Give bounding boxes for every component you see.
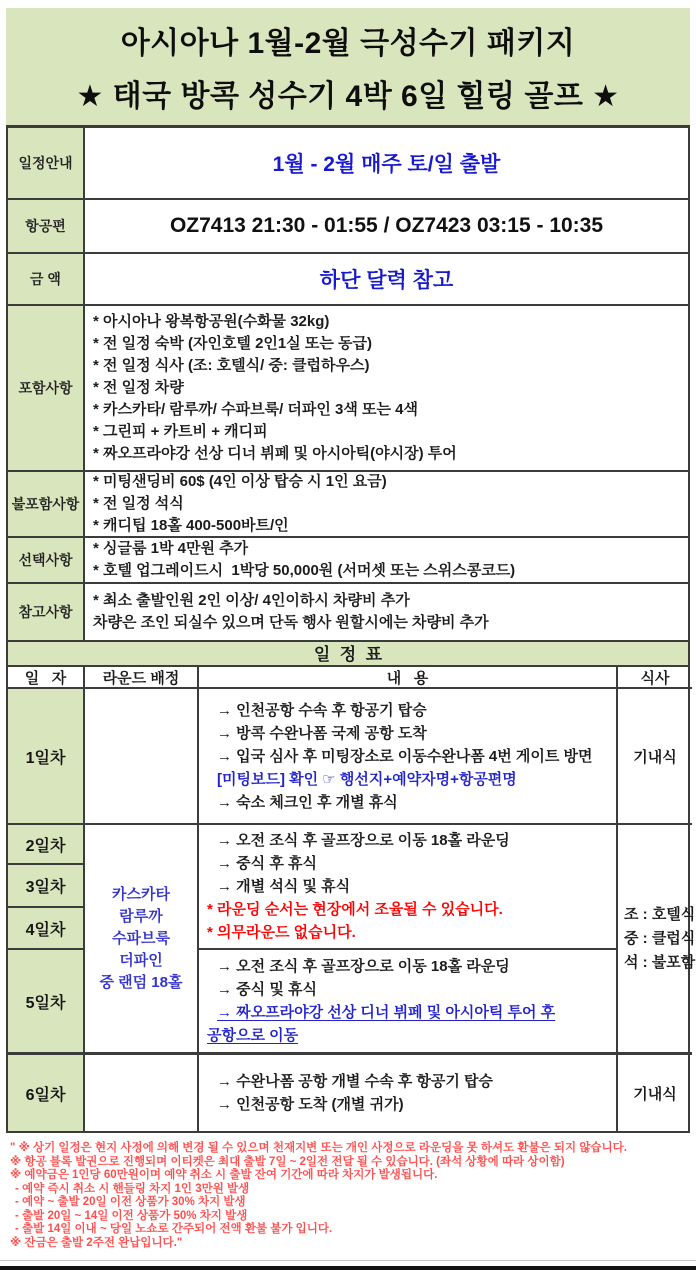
optional-label: 선택사항 [8,538,85,582]
itinerary-table [6,642,696,1133]
day2-4-content [199,825,618,950]
itinerary-title: 일 정 표 [8,642,688,667]
row-reference [8,584,688,640]
included-line: * 아시아나 왕복항공원(수화물 32kg) [93,313,330,330]
included-line: * 그린피 + 카트비 + 캐디피 [93,423,268,440]
meals-day2-5 [618,825,696,1055]
day1-meal: 기내식 [618,689,692,825]
day5-tour-line: → 짜오프라야강 선상 디너 뷔페 및 아시아틱 투어 후 [217,1004,556,1021]
excluded-label: 불포함사항 [8,472,85,536]
day3-label: 3일차 [8,865,85,908]
note-subline: - 출발 14일 이내 ~ 당일 노쇼로 간주되어 전액 환불 불가 입니다. [15,1223,333,1235]
price-value: 하단 달력 참고 [319,269,454,292]
optional-list [85,538,688,582]
note-subline: - 예약 ~ 출발 20일 이전 상품가 30% 차지 발생 [15,1196,246,1208]
day5-content [199,950,618,1055]
package-info-table [6,125,690,642]
round-course: 수파브룩 [112,929,170,947]
note-line: ※ 예약금은 1인당 60만원이며 예약 취소 시 출발 잔여 기간에 따라 차지가 발생됩니다. [10,1169,438,1181]
note-subline: - 예약 즉시 취소 시 핸들링 차지 1인 3만원 발생 [15,1182,250,1195]
day1-label: 1일차 [8,689,85,825]
excluded-list [85,472,688,536]
round-course: 중 랜덤 18홀 [99,973,183,991]
day1-round-empty [85,689,199,825]
schedule-notice-value: 1월 - 2월 매주 토/일 출발 [272,153,501,176]
day6-meal: 기내식 [633,1085,677,1103]
col-header-day: 일 자 [8,667,85,689]
meal-line: 조 : 호텔식 [624,905,696,923]
day1-meeting-board-line: [미팅보드] 확인 ☞ 행선지+예약자명+항공편명 [217,770,517,788]
day6-content [199,1055,618,1131]
optional-line: * 호텔 업그레이드시 1박당 50,000원 (서머셋 또는 스위스콩코드) [93,562,516,579]
schedule-notice-label: 일정안내 [8,128,85,198]
meal-line: 석 : 불포함 [624,953,696,971]
round-course: 람루까 [119,907,163,925]
day6-line: → 수완나폼 공항 개별 수속 후 항공기 탑승 [217,1073,494,1090]
day1-line: → 인천공항 수속 후 항공기 탑승 [217,701,427,719]
day1-line: → 숙소 체크인 후 개별 휴식 [217,793,398,811]
day5-tour-line: 공항으로 이동 [207,1027,299,1044]
col-header-meal: 식사 [618,667,692,689]
golf-day-note: * 라운딩 순서는 현장에서 조율될 수 있습니다. [207,901,503,918]
day1-content [199,689,618,825]
bottom-divider [0,1260,696,1261]
flight-label: 항공편 [8,200,85,252]
day2-label: 2일차 [8,825,85,865]
col-header-round: 라운드 배정 [85,667,199,689]
row-included [8,306,688,472]
note-line: ※ 항공 블록 발권으로 진행되며 이티켓은 최대 출발 7일 ~ 2일전 전달 될 수 있습니다. (좌석 상황에 따라 상이함) [10,1155,565,1168]
day5-label: 5일차 [8,950,85,1055]
row-flight [8,200,688,254]
row-excluded [8,472,688,538]
day6-line: → 인천공항 도착 (개별 귀가) [217,1096,404,1113]
included-line: * 짜오프라야강 선상 디너 뷔페 및 아시아틱(야시장) 투어 [93,445,457,462]
included-line: * 카스카타/ 람루까/ 수파브룩/ 더파인 3색 또는 4색 [93,401,419,418]
included-label: 포함사항 [8,306,85,470]
document-title [6,8,690,125]
reference-label: 참고사항 [8,584,85,640]
day1-line: → 방콕 수완나폼 국제 공항 도착 [217,724,427,742]
round-course: 더파인 [119,951,163,969]
included-line: * 전 일정 식사 (조: 호텔식/ 중: 클럽하우스) [93,357,370,374]
cancellation-notes [10,1142,686,1250]
reference-line: 차량은 조인 되실수 있으며 단독 행사 원할시에는 차량비 추가 [93,614,489,631]
day6-label: 6일차 [8,1055,85,1131]
itinerary-grid [8,667,696,1131]
row-price [8,254,688,306]
day5-line: → 중식 및 휴식 [217,981,317,998]
golf-day-line: → 개별 석식 및 휴식 [217,878,351,895]
round-assignment-cell [85,825,199,1055]
excluded-line: * 전 일정 석식 [93,495,184,512]
reference-line: * 최소 출발인원 2인 이상/ 4인이하시 차량비 추가 [93,592,410,609]
bottom-edge-bar [0,1266,696,1270]
note-subline: - 출발 20일 ~ 14일 이전 상품가 50% 차지 발생 [15,1209,248,1222]
optional-line: * 싱글룸 1박 4만원 추가 [93,540,249,557]
flight-value: OZ7413 21:30 - 01:55 / OZ7423 03:15 - 10:35 [169,214,604,237]
day6-round-empty [85,1055,199,1131]
title-line-2: ★ 태국 방콕 성수기 4박 6일 힐링 골프 ★ [76,80,620,113]
golf-day-line: → 오전 조식 후 골프장으로 이동 18홀 라운딩 [217,832,510,849]
reference-list [85,584,688,640]
col-header-content: 내 용 [199,667,618,689]
note-line: ※ 잔금은 출발 2주전 완납입니다." [10,1236,183,1249]
included-line: * 전 일정 차량 [93,379,184,396]
day4-label: 4일차 [8,908,85,950]
excluded-line: * 캐디팁 18홀 400-500바트/인 [93,517,289,534]
golf-day-note: * 의무라운드 없습니다. [207,924,356,941]
price-label: 금 액 [8,254,85,304]
golf-day-line: → 중식 후 휴식 [217,855,317,872]
row-optional [8,538,688,584]
included-list [85,306,688,470]
excluded-line: * 미팅샌딩비 60$ (4인 이상 탑승 시 1인 요금) [93,473,387,490]
row-schedule-notice [8,128,688,200]
day1-line: → 입국 심사 후 미팅장소로 이동수완나폼 4번 게이트 방면 [217,747,593,765]
title-line-1: 아시아나 1월-2월 극성수기 패키지 [120,27,576,60]
round-course: 카스카타 [112,885,170,903]
note-line: " ※ 상기 일정은 현지 사정에 의해 변경 될 수 있으며 천재지변 또는 개인 사정으로 라운딩을 못 하셔도 환불은 되지 않습니다. [10,1142,627,1154]
day5-line: → 오전 조식 후 골프장으로 이동 18홀 라운딩 [217,958,510,975]
meal-line: 중 : 클럽식 [624,929,696,947]
included-line: * 전 일정 숙박 (자인호텔 2인1실 또는 동급) [93,335,373,352]
